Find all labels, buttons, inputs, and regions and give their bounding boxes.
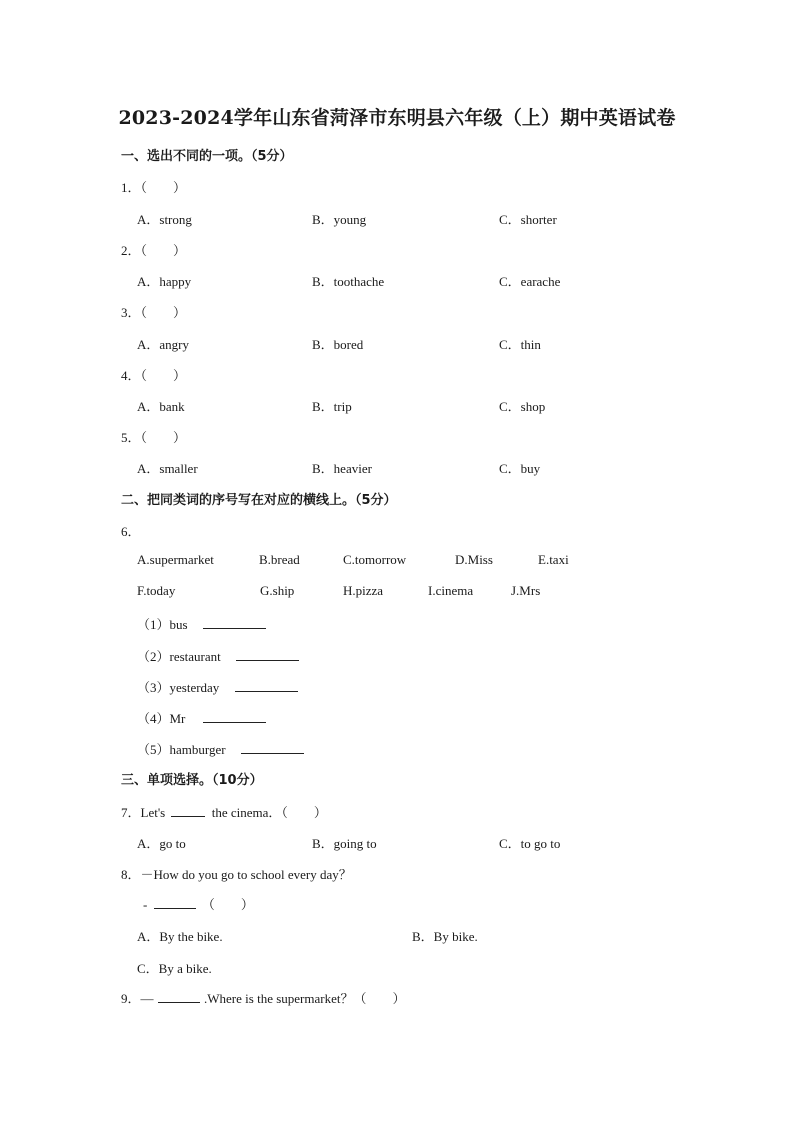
q9-stem-end: .Where is the supermarket？（ ） [204,991,406,1006]
match-item-3 [137,677,298,696]
match-item-label: （4）Mr [137,711,186,726]
answer-blank[interactable] [171,815,205,817]
q3-option-b: B．bored [312,337,364,352]
match-item-label: （1）bus [137,617,188,632]
q8-option-a: A．By the bike. [137,929,223,944]
q5-option-b: B．heavier [312,461,372,476]
word-option: I.cinema [428,583,474,598]
q7-option-b: B．going to [312,836,377,851]
q2-option-b: B．toothache [312,274,385,289]
q7-stem-end: the cinema．（ ） [211,805,327,820]
word-option: J.Mrs [511,583,541,598]
q5-option-a: A．smaller [137,461,198,476]
q9-stem-start: 9．— [121,991,154,1006]
q2-option-a: A．happy [137,274,192,289]
word-option: H.pizza [343,583,384,598]
word-option: G.ship [260,583,295,598]
answer-blank[interactable] [158,1001,200,1003]
section-heading-3: 三、单项选择。（10分） [121,773,263,788]
q8-answer-line [143,894,254,913]
q7-option-c: C．to go to [499,836,561,851]
question-5-stem: 5．（ ） [121,430,187,445]
word-option: F.today [137,583,176,598]
q8-option-c: C．By a bike. [137,961,212,976]
q8-option-b: B．By bike. [412,929,478,944]
match-item-5 [137,739,304,758]
question-3-stem: 3．（ ） [121,305,187,320]
answer-blank[interactable] [235,690,298,692]
match-item-4 [137,708,266,727]
q2-option-c: C．earache [499,274,561,289]
q1-option-c: C．shorter [499,212,557,227]
word-option: C.tomorrow [343,552,407,567]
q3-option-c: C．thin [499,337,541,352]
question-4-stem: 4．（ ） [121,368,187,383]
match-item-label: （2）restaurant [137,649,221,664]
section-heading-2: 二、把同类词的序号写在对应的横线上。（5分） [121,493,397,508]
match-item-2 [137,646,299,665]
dash: - [143,897,148,912]
question-2-stem: 2．（ ） [121,243,187,258]
answer-blank[interactable] [241,752,304,754]
answer-blank[interactable] [236,659,299,661]
match-item-label: （3）yesterday [137,680,220,695]
question-7-stem [121,802,327,821]
q4-option-a: A．bank [137,399,185,414]
section-heading-1: 一、选出不同的一项。（5分） [121,149,293,164]
q4-option-b: B．trip [312,399,352,414]
q5-option-c: C．buy [499,461,541,476]
q3-option-a: A．angry [137,337,189,352]
q7-option-a: A．go to [137,836,186,851]
question-8-stem: 8．－How do you go to school every day？ [121,867,352,882]
question-1-stem: 1．（ ） [121,180,187,195]
word-option: A.supermarket [137,552,214,567]
q1-option-b: B．young [312,212,367,227]
answer-blank[interactable] [203,721,266,723]
question-6-stem: 6． [121,524,141,539]
word-option: E.taxi [538,552,569,567]
answer-blank[interactable] [154,907,196,909]
page-title: 2023-2024学年山东省菏泽市东明县六年级（上）期中英语试卷 [118,107,676,129]
match-item-1 [137,614,266,633]
q8-paren: （ ） [201,897,254,912]
q1-option-a: A．strong [137,212,192,227]
word-option: B.bread [259,552,300,567]
q4-option-c: C．shop [499,399,546,414]
answer-blank[interactable] [203,627,266,629]
word-option: D.Miss [455,552,493,567]
question-9-stem [121,988,405,1007]
q7-stem-start: 7．Let's [121,805,166,820]
match-item-label: （5）hamburger [137,742,226,757]
